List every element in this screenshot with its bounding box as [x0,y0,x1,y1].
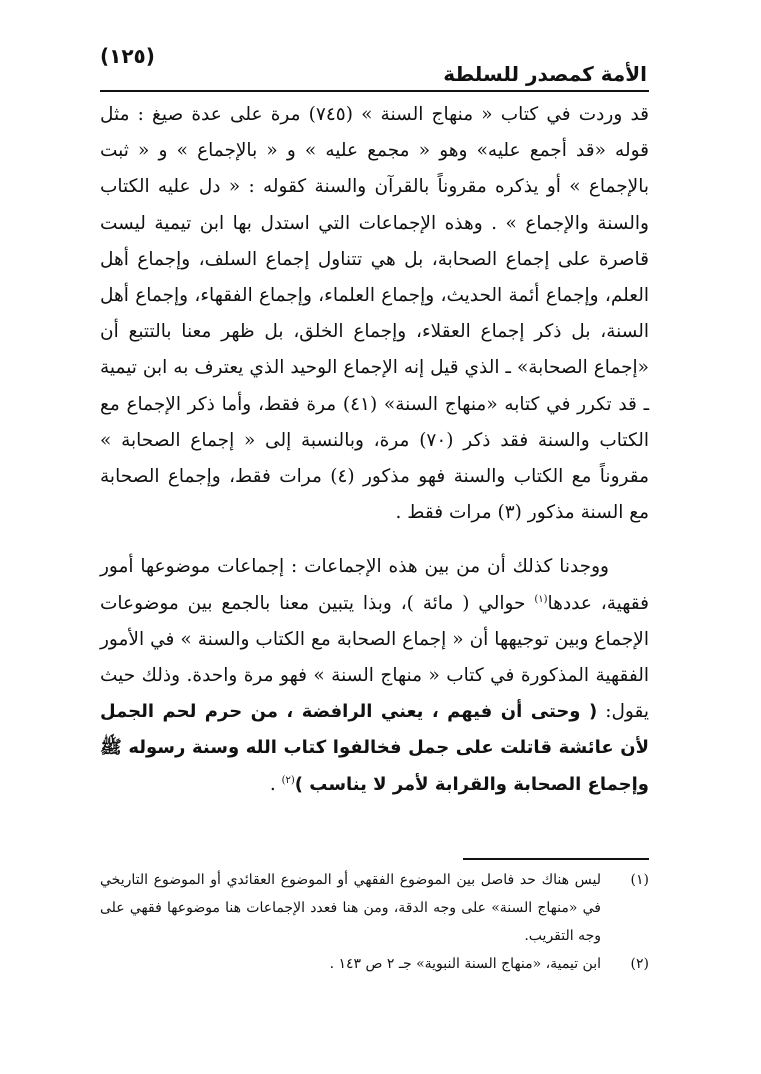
page-number: (١٢٥) [100,44,155,68]
header-rule [100,90,649,92]
paragraph-2-text-a: ووجدنا كذلك أن من بين هذه الإجماعات : إجماعات موضوعها أمور فقهية، عددها [100,556,649,614]
quotation: ( وحتى أن فيهم ، يعني الرافضة ، من حرم لحم الجمل لأن عائشة قاتلت على جمل فخالفوا كتاب الله وسنة رسوله ﷺ وإجماع الصحابة والقرابة لأمر لا يناسب ) [100,701,649,795]
body-text [100,97,649,803]
footnote-1-number: (١) [630,872,649,888]
footnotes [100,866,649,978]
footnote-1 [100,866,649,950]
paragraph-2-text-b: حوالي ( مائة )، وبذا يتبين معنا بالجمع بين موضوعات الإجماع وبين توجيهها أن « إجماع الصحابة مع الكتاب والسنة » في الأمور الفقهية المذكورة في كتاب « منهاج السنة » فهو مرة واحدة. وذلك حيث يقول: [100,592,649,723]
footnote-rule [463,858,649,860]
footnote-ref-2: (٢) [281,774,295,786]
footnote-2-text: ابن تيمية، «منهاج السنة النبوية» جـ ٢ ص ١٤٣ . [329,956,601,972]
footnote-1-text: ليس هناك حد فاصل بين الموضوع الفقهي أو الموضوع العقائدي أو الموضوع التاريخي في «منهاج السنة» على وجه الدقة، ومن هنا فعدد الإجماعات هنا موضوعها فقهي على وجه التقريب. [100,872,601,944]
footnote-2 [100,950,649,978]
footnote-ref-1: (١) [534,593,548,605]
paragraph-2 [100,549,649,802]
running-title: الأمة كمصدر للسلطة [443,62,647,86]
paragraph-2-end: . [269,773,282,795]
footnote-2-number: (٢) [630,956,649,972]
paragraph-1: قد وردت في كتاب « منهاج السنة » (٧٤٥) مرة على عدة صيغ : مثل قوله «قد أجمع عليه» وهو « مجمع عليه » و « بالإجماع » و « ثبت بالإجماع » أو يذكره مقروناً بالقرآن والسنة كقوله : « دل عليه الكتاب والسنة والإجماع » . وهذه الإجماعات التي استدل بها ابن تيمية ليست قاصرة على إجماع الصحابة، بل هي تتناول إجماع السلف، وإجماع أهل العلم، وإجماع أئمة الحديث، وإجماع العلماء، وإجماع الفقهاء، وإجماع أهل السنة، بل ذكر إجماع العقلاء، وإجماع الخلق، بل ظهر معنا بالتتبع أن «إجماع الصحابة» ـ الذي قيل إنه الإجماع الوحيد الذي يعترف به ابن تيمية ـ قد تكرر في كتابه «منهاج السنة» (٤١) مرة فقط، وأما ذكر الإجماع مع الكتاب والسنة فقد ذكر (٧٠) مرة، وبالنسبة إلى « إجماع الصحابة » مقروناً مع الكتاب والسنة فهو مذكور (٤) مرات فقط، وإجماع الصحابة مع السنة مذكور (٣) مرات فقط . [100,104,650,524]
